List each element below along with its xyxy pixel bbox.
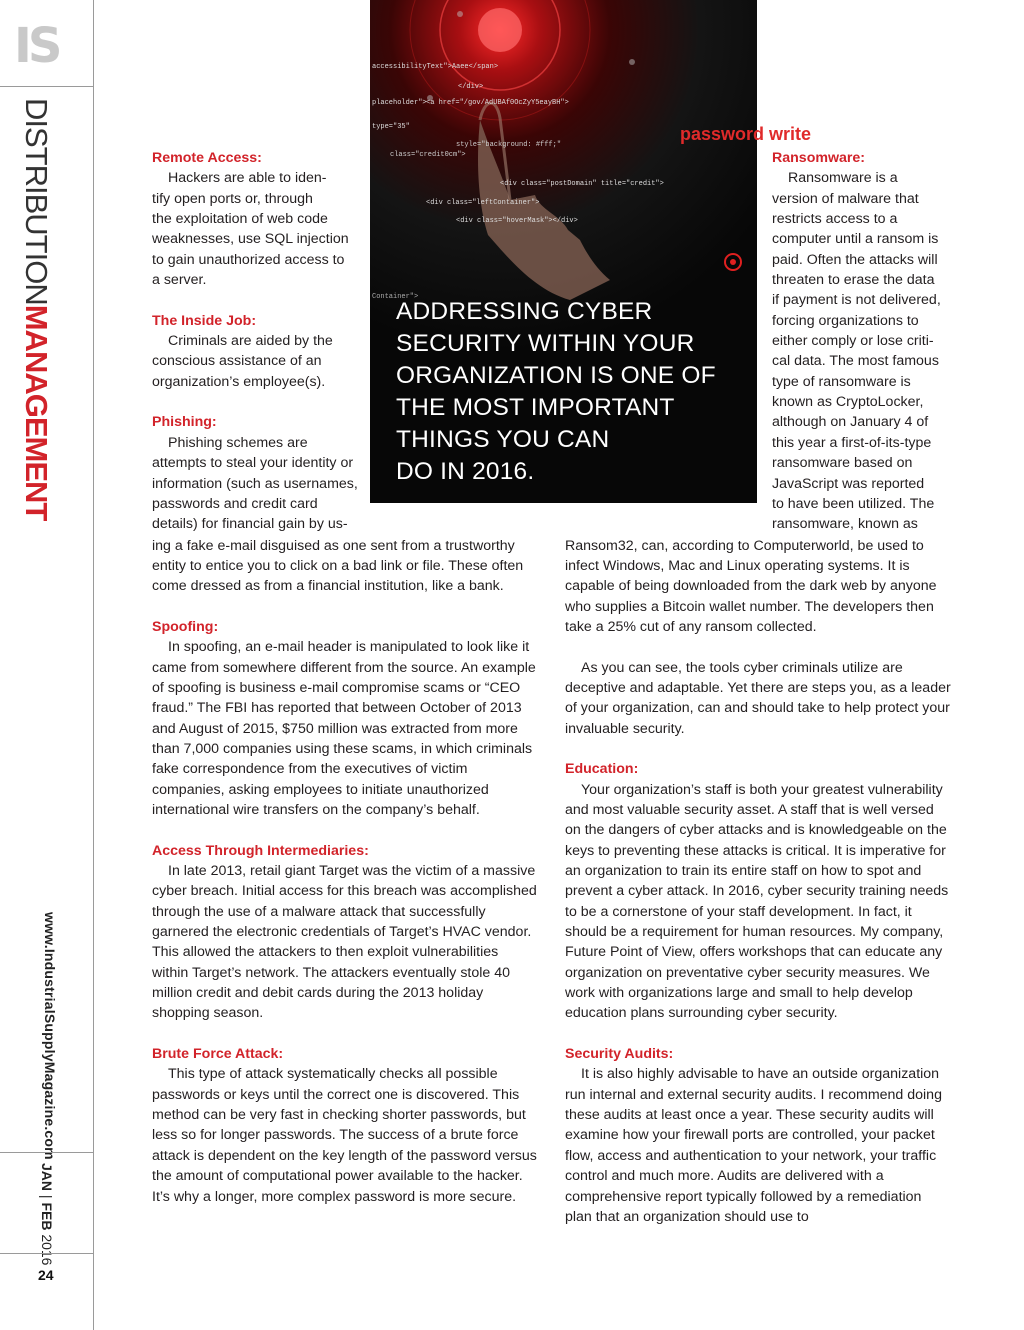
text-line: to have been utilized. The [772, 495, 935, 512]
section-title-bold: MANAGEMENT [19, 304, 54, 521]
text-line: the exploitation of web code [152, 211, 328, 228]
hero-caption [396, 296, 751, 488]
heading-phishing: Phishing: [152, 414, 217, 431]
hero-image [370, 0, 812, 503]
code-snippet: class="credit0cm"> [390, 151, 466, 159]
text-line: attempts to steal your identity or [152, 455, 354, 472]
text-line: if payment is not delivered, [772, 292, 941, 309]
paragraph-security-audits: It is also highly advisable to have an outside organization run internal and external security audits. I recommend doing these audits at least once a year. These security audits will examine how your firewall ports are controlled, your packet flow, access and authentication to your network, your traffic control and much more. Audits are delivered with a comprehensive report typically followed by a remediation plan that an organization should use to [565, 1066, 942, 1225]
heading-intermediaries: Access Through Intermediaries: [152, 842, 369, 859]
code-snippet: <div class="leftContainer"> [426, 199, 540, 207]
code-snippet: <div class="hoverMask"></div> [456, 217, 578, 225]
text-line: cal data. The most famous [772, 353, 939, 370]
heading-brute-force: Brute Force Attack: [152, 1046, 284, 1063]
issue-month-jan: JAN [39, 1163, 55, 1192]
right-column-top [772, 148, 956, 535]
right-column-bottom [565, 536, 951, 1228]
magazine-logo: IS [14, 18, 59, 74]
issue-separator: | [39, 1191, 55, 1203]
issue-date [39, 1163, 55, 1265]
divider [0, 1152, 93, 1153]
text-line: conscious assistance of an [152, 353, 322, 370]
code-snippet: accessibilityText">Aaee</span> [372, 63, 499, 71]
divider [0, 1253, 93, 1254]
issue-year: 2016 [39, 1230, 55, 1266]
text-line: tify open ports or, through [152, 190, 313, 207]
text-line: weaknesses, use SQL injection [152, 231, 349, 248]
divider [0, 86, 93, 87]
text-line: come dressed as from a financial institution, like a bank. [152, 578, 504, 595]
text-line: forcing organizations to [772, 312, 919, 329]
text-line: Hackers are able to iden- [168, 170, 327, 187]
page-number: 24 [38, 1267, 54, 1283]
text-line: type of ransomware is [772, 373, 911, 390]
caption-line: THINGS YOU CAN [396, 426, 610, 453]
text-line: this year a first-of-its-type [772, 434, 932, 451]
text-line: restricts access to a [772, 211, 898, 228]
code-snippet: placeholder"> [372, 99, 427, 107]
text-line: JavaScript was reported [772, 475, 925, 492]
paragraph-intermediaries: In late 2013, retail giant Target was the victim of a massive cyber breach. Initial access for this breach was accomplished through the use of a malware attack that successfully garnered the electronic credentials of Target’s HVAC vendor. This allowed the attackers to then exploit vulnerabilities within Target’s network. The attackers eventually stole 40 million credit and debit cards during the 2013 holiday shopping season. [152, 863, 537, 1022]
paragraph-transition: As you can see, the tools cyber criminals utilize are deceptive and adaptable. Yet there are steps you, as a leader of your organization, can and should take to help protect your invaluable security. [565, 659, 951, 737]
text-line: to gain unauthorized access to [152, 251, 345, 268]
caption-line: DO IN 2016. [396, 458, 535, 485]
text-line: Phishing schemes are [168, 434, 308, 451]
text-line: details) for financial gain by us- [152, 516, 348, 533]
heading-remote-access: Remote Access: [152, 150, 262, 166]
text-line: organization’s employee(s). [152, 373, 326, 390]
text-line: a server. [152, 272, 207, 289]
code-snippet: type="35" [372, 123, 410, 131]
left-column-top [152, 148, 367, 535]
caption-line: SECURITY WITHIN YOUR [396, 330, 695, 357]
heading-security-audits: Security Audits: [565, 1046, 674, 1063]
text-line: although on January 4 of [772, 414, 929, 431]
heading-education: Education: [565, 761, 639, 778]
paragraph-brute-force: This type of attack systematically checks all possible passwords or keys until the correct one is discovered. This method can be very fast in checking shorter passwords, but less so for longer passwords. The success of a brute force attack is dependent on the key length of the password versus the amount of computational power available to the hacker. It’s why a longer, more complex password is more secure. [152, 1066, 537, 1205]
heading-inside-job: The Inside Job: [152, 312, 257, 329]
paragraph-ransomware-cont: Ransom32, can, according to Computerworld, be used to infect Windows, Mac and Linux operating systems. It is capable of being downloaded from the dark web by anyone who supplies a Bitcoin wallet number. The developers then take a 25% cut of any ransom collected. [565, 537, 937, 635]
text-line: paid. Often the attacks will [772, 251, 938, 268]
left-column-bottom [152, 536, 537, 1207]
text-line: passwords and credit card [152, 495, 318, 512]
text-line: version of malware that [772, 190, 919, 207]
section-title [21, 98, 52, 520]
text-line: known as CryptoLocker, [772, 394, 924, 411]
paragraph-spoofing: In spoofing, an e-mail header is manipulated to look like it came from somewhere different from the source. An example of spoofing is business e-mail compromise scams or “CEO fraud.” The FBI has reported that between October of 2013 and August of 2015, $750 million was extracted from more than 7,000 companies using these scams, in which criminals fake correspondence from the executives of victim companies, asking employees to initiate unauthorized international wire transfers on the company’s behalf. [152, 639, 536, 818]
section-title-light: DISTRIBUTION [19, 98, 54, 305]
code-snippet: <div class="postDomain" title="credit"> [500, 180, 664, 188]
text-line: either comply or lose criti- [772, 333, 934, 350]
caption-line: ADDRESSING CYBER [396, 298, 653, 325]
text-line: threaten to erase the data [772, 272, 935, 289]
caption-line: THE MOST IMPORTANT [396, 394, 675, 421]
text-line: information (such as usernames, [152, 475, 358, 492]
website-url: www.IndustrialSupplyMagazine.com [42, 912, 58, 1160]
caption-line: ORGANIZATION IS ONE OF [396, 362, 716, 389]
text-line: ing a fake e-mail disguised as one sent from a trustworthy [152, 537, 515, 554]
code-snippet: Container"> [372, 293, 419, 301]
code-snippet: </div> [458, 83, 484, 91]
code-snippet: style="background: #fff;" [456, 141, 562, 149]
text-line: ransomware based on [772, 455, 913, 472]
heading-ransomware: Ransomware: [772, 150, 866, 166]
paragraph-education: Your organization’s staff is both your greatest vulnerability and most valuable security asset. A staff that is well versed on the dangers of cyber attacks and is knowledgeable on the keys to preventing these attacks is critical. It is imperative for an organization to train its entire staff on how to spot and prevent a cyber attack. In 2016, cyber security training needs to be a cornerstone of your staff development. In fact, it should be a requirement for human resources. My company, Future Point of View, offers workshops that can educate any organization on preventative cyber security measures. We work with organizations large and small to help develop education plans surrounding cyber security. [565, 781, 949, 1022]
issue-month-feb: FEB [39, 1202, 55, 1231]
text-line: entity to entice you to click on a bad link or file. These often [152, 557, 524, 574]
code-snippet: password write [680, 124, 812, 144]
text-line: Ransomware is a [788, 170, 898, 187]
code-snippet: <a href="/gov/AdUBAf0OcZyY5eayBH"> [426, 99, 569, 107]
heading-spoofing: Spoofing: [152, 618, 219, 635]
sidebar [0, 0, 94, 1330]
text-line: computer until a ransom is [772, 231, 939, 248]
text-line: ransomware, known as [772, 516, 918, 533]
text-line: Criminals are aided by the [168, 333, 333, 350]
